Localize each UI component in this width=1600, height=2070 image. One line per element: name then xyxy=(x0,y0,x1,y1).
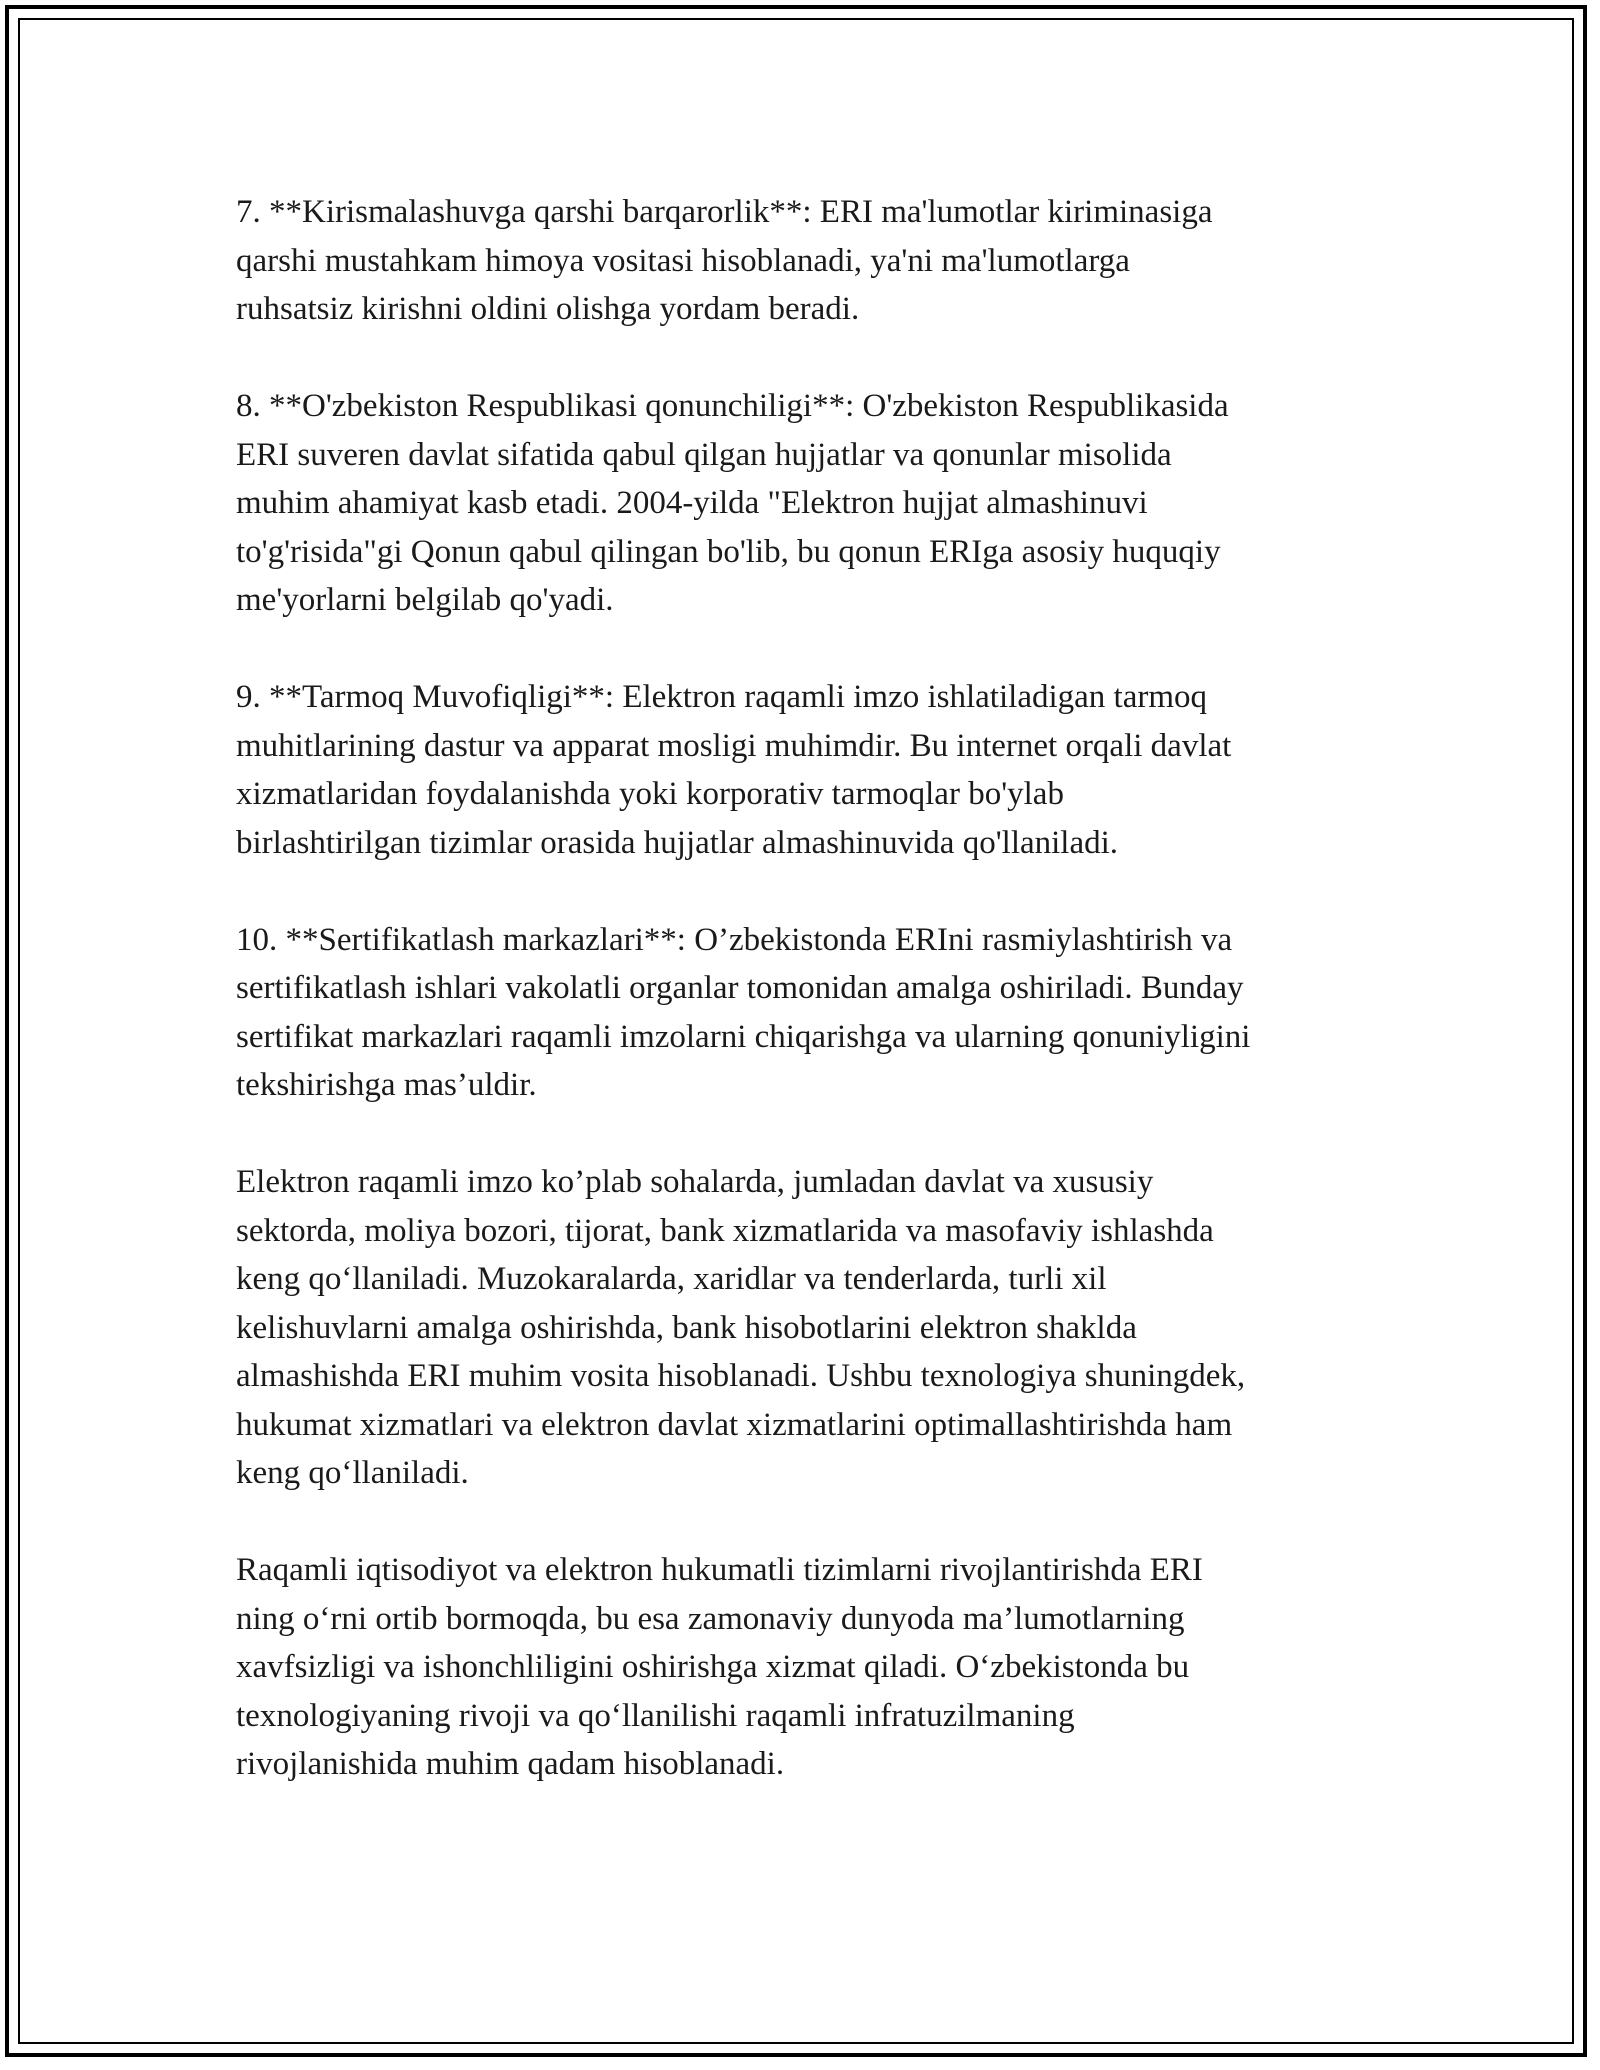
document-body xyxy=(236,188,1416,1837)
paragraph-item-8: 8. **O'zbekiston Respublikasi qonunchiligi**: O'zbekiston Respublikasida ERI suveren davlat sifatida qabul qilgan hujjatlar va qonunlar misolida muhim ahamiyat kasb etadi. 2004-yilda "Elektron hujjat almashinuvi to'g'risida"gi Qonun qabul qilingan bo'lib, bu qonun ERIga asosiy huquqiy me'yorlarni belgilab qo'yadi. xyxy=(236,388,1229,618)
paragraph-conclusion: Raqamli iqtisodiyot va elektron hukumatli tizimlarni rivojlantirishda ERI ning o‘rni ortib bormoqda, bu esa zamonaviy dunyoda ma’lumotlarning xavfsizligi va ishonchliligini oshirishga xizmat qiladi. O‘zbekistonda bu texnologiyaning rivoji va qo‘llanilishi raqamli infratuzilmaning rivojlanishida muhim qadam hisoblanadi. xyxy=(236,1552,1203,1782)
paragraph-item-10: 10. **Sertifikatlash markazlari**: O’zbekistonda ERIni rasmiylashtirish va sertifikatlash ishlari vakolatli organlar tomonidan amalga oshiriladi. Bunday sertifikat markazlari raqamli imzolarni chiqarishga va ularning qonuniyligini tekshirishga mas’uldir. xyxy=(236,921,1251,1103)
paragraph-item-9: 9. **Tarmoq Muvofiqligi**: Elektron raqamli imzo ishlatiladigan tarmoq muhitlarining dastur va apparat mosligi muhimdir. Bu internet orqali davlat xizmatlaridan foydalanishda yoki korporativ tarmoqlar bo'ylab birlashtirilgan tizimlar orasida hujjatlar almashinuvida qo'llaniladi. xyxy=(236,679,1232,861)
paragraph-item-7: 7. **Kirismalashuvga qarshi barqarorlik**: ERI ma'lumotlar kiriminasiga qarshi mustahkam himoya vositasi hisoblanadi, ya'ni ma'lumotlarga ruhsatsiz kirishni oldini olishga yordam beradi. xyxy=(236,194,1213,327)
paragraph-applications: Elektron raqamli imzo ko’plab sohalarda, jumladan davlat va xususiy sektorda, moliya bozori, tijorat, bank xizmatlarida va masofaviy ishlashda keng qo‘llaniladi. Muzokaralarda, xaridlar va tenderlarda, turli xil kelishuvlarni amalga oshirishda, bank hisobotlarini elektron shaklda almashishda ERI muhim vosita hisoblanadi. Ushbu texnologiya shuningdek, hukumat xizmatlari va elektron davlat xizmatlarini optimallashtirishda ham keng qo‘llaniladi. xyxy=(236,1164,1246,1491)
